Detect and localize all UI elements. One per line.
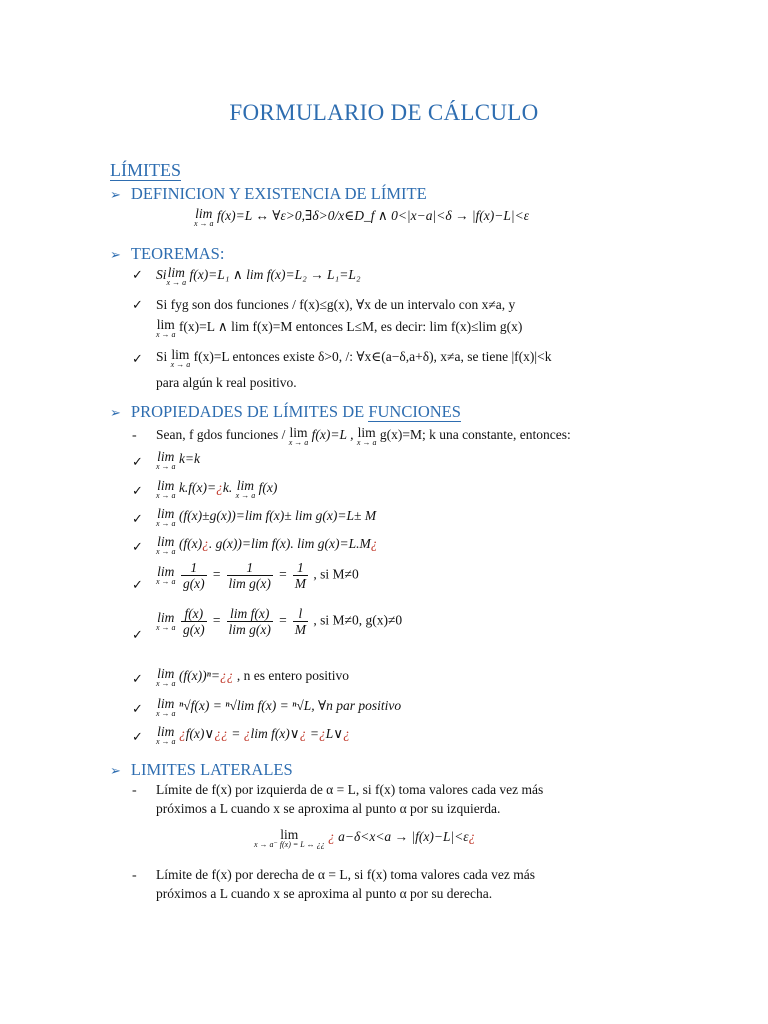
propiedad-6: lim x → a $\frac{f(x)}{g(x)}$ = $\frac{\text{lim f(x)}}{\text{lim g(x)}}$ = $\frac{l}{M}$ , si M≠0, g(x)≠0	[156, 606, 403, 637]
heading-propiedades: ➢ PROPIEDADES DE LÍMITES DE FUNCIONES	[110, 402, 461, 421]
propiedad-3: lim x → a (f(x)±g(x))=lim f(x)± lim g(x)=L± M	[156, 506, 377, 528]
propiedad-5: lim x → a $\frac{1}{g(x)}$ = $\frac{1}{\text{lim g(x)}}$ = $\frac{1}{M}$ , si M≠0	[156, 560, 359, 591]
dash-bullet: -	[132, 868, 137, 883]
heading-teoremas: ➢ TEOREMAS:	[110, 244, 225, 263]
lateral-izq-a: Límite de f(x) por izquierda de α = L, si f(x) toma valores cada vez más	[156, 782, 544, 797]
heading-laterales: ➢ LIMITES LATERALES	[110, 760, 293, 779]
check-icon: ✓	[132, 298, 143, 313]
check-icon: ✓	[132, 672, 143, 687]
check-icon: ✓	[132, 540, 143, 555]
dash-bullet: -	[132, 428, 137, 443]
propiedad-8: lim x → a ⁿ√f(x) = ⁿ√lim f(x) = ⁿ√L, ∀n par positivo	[156, 696, 402, 718]
arrow-bullet-icon: ➢	[110, 248, 121, 263]
heading-definicion: ➢ DEFINICION Y EXISTENCIA DE LÍMITE	[110, 184, 427, 203]
arrow-bullet-icon: ➢	[110, 764, 121, 779]
check-icon: ✓	[132, 628, 143, 643]
arrow-bullet-icon: ➢	[110, 188, 121, 203]
propiedad-2: lim x → a k.f(x)=¿k. lim x → a f(x)	[156, 478, 278, 500]
document-title: FORMULARIO DE CÁLCULO	[229, 100, 539, 125]
propiedad-7: lim x → a (f(x))ⁿ=¿¿ , n es entero positivo	[156, 666, 350, 688]
teorema-3b: para algún k real positivo.	[156, 375, 297, 390]
check-icon: ✓	[132, 268, 143, 283]
check-icon: ✓	[132, 578, 143, 593]
propiedad-1: lim x → a k=k	[156, 449, 201, 471]
teorema-2b: lim x → a f(x)=L ∧ lim f(x)=M entonces L≤M, es decir: lim f(x)≤lim g(x)	[156, 317, 523, 339]
check-icon: ✓	[132, 512, 143, 527]
dash-bullet: -	[132, 783, 137, 798]
teorema-3a: Si lim x → a f(x)=L entonces existe δ>0, /: ∀x∈(a−δ,a+δ), x≠a, se tiene |f(x)|<k	[156, 347, 552, 369]
check-icon: ✓	[132, 730, 143, 745]
teorema-1: Silim x → a f(x)=L₁ ∧ lim f(x)=L₂ → L₁=L₂	[156, 265, 361, 287]
propiedad-4: lim x → a (f(x)¿. g(x))=lim f(x). lim g(x)=L.M¿	[156, 534, 378, 556]
teorema-2a: Si fyg son dos funciones / f(x)≤g(x), ∀x de un intervalo con x≠a, y	[156, 297, 516, 312]
lateral-der-a: Límite de f(x) por derecha de α = L, si f(x) toma valores cada vez más	[156, 867, 536, 882]
lateral-izq-b: próximos a L cuando x se aproxima al punto α por su izquierda.	[156, 801, 501, 816]
lateral-der-b: próximos a L cuando x se aproxima al punto α por su derecha.	[156, 886, 493, 901]
check-icon: ✓	[132, 702, 143, 717]
propiedades-intro: Sean, f gdos funciones / lim x → a f(x)=L , lim x → a g(x)=M; k una constante, entonces:	[156, 425, 571, 447]
lateral-formula: lim x → a⁻ f(x) = L ↔ ¿¿ ¿ a−δ<x<a → |f(x)−L|<ε¿	[254, 827, 476, 849]
check-icon: ✓	[132, 484, 143, 499]
section-heading-limites: LÍMITES	[110, 160, 181, 180]
propiedad-9: lim x → a ¿f(x)∨¿¿ = ¿lim f(x)∨¿ =¿L∨¿	[156, 724, 350, 746]
definicion-formula: lim x → a f(x)=L ↔ ∀ε>0,∃δ>0/x∈D_f ∧ 0<|x−a|<δ → |f(x)−L|<ε	[194, 206, 530, 228]
arrow-bullet-icon: ➢	[110, 406, 121, 421]
check-icon: ✓	[132, 352, 143, 367]
check-icon: ✓	[132, 455, 143, 470]
